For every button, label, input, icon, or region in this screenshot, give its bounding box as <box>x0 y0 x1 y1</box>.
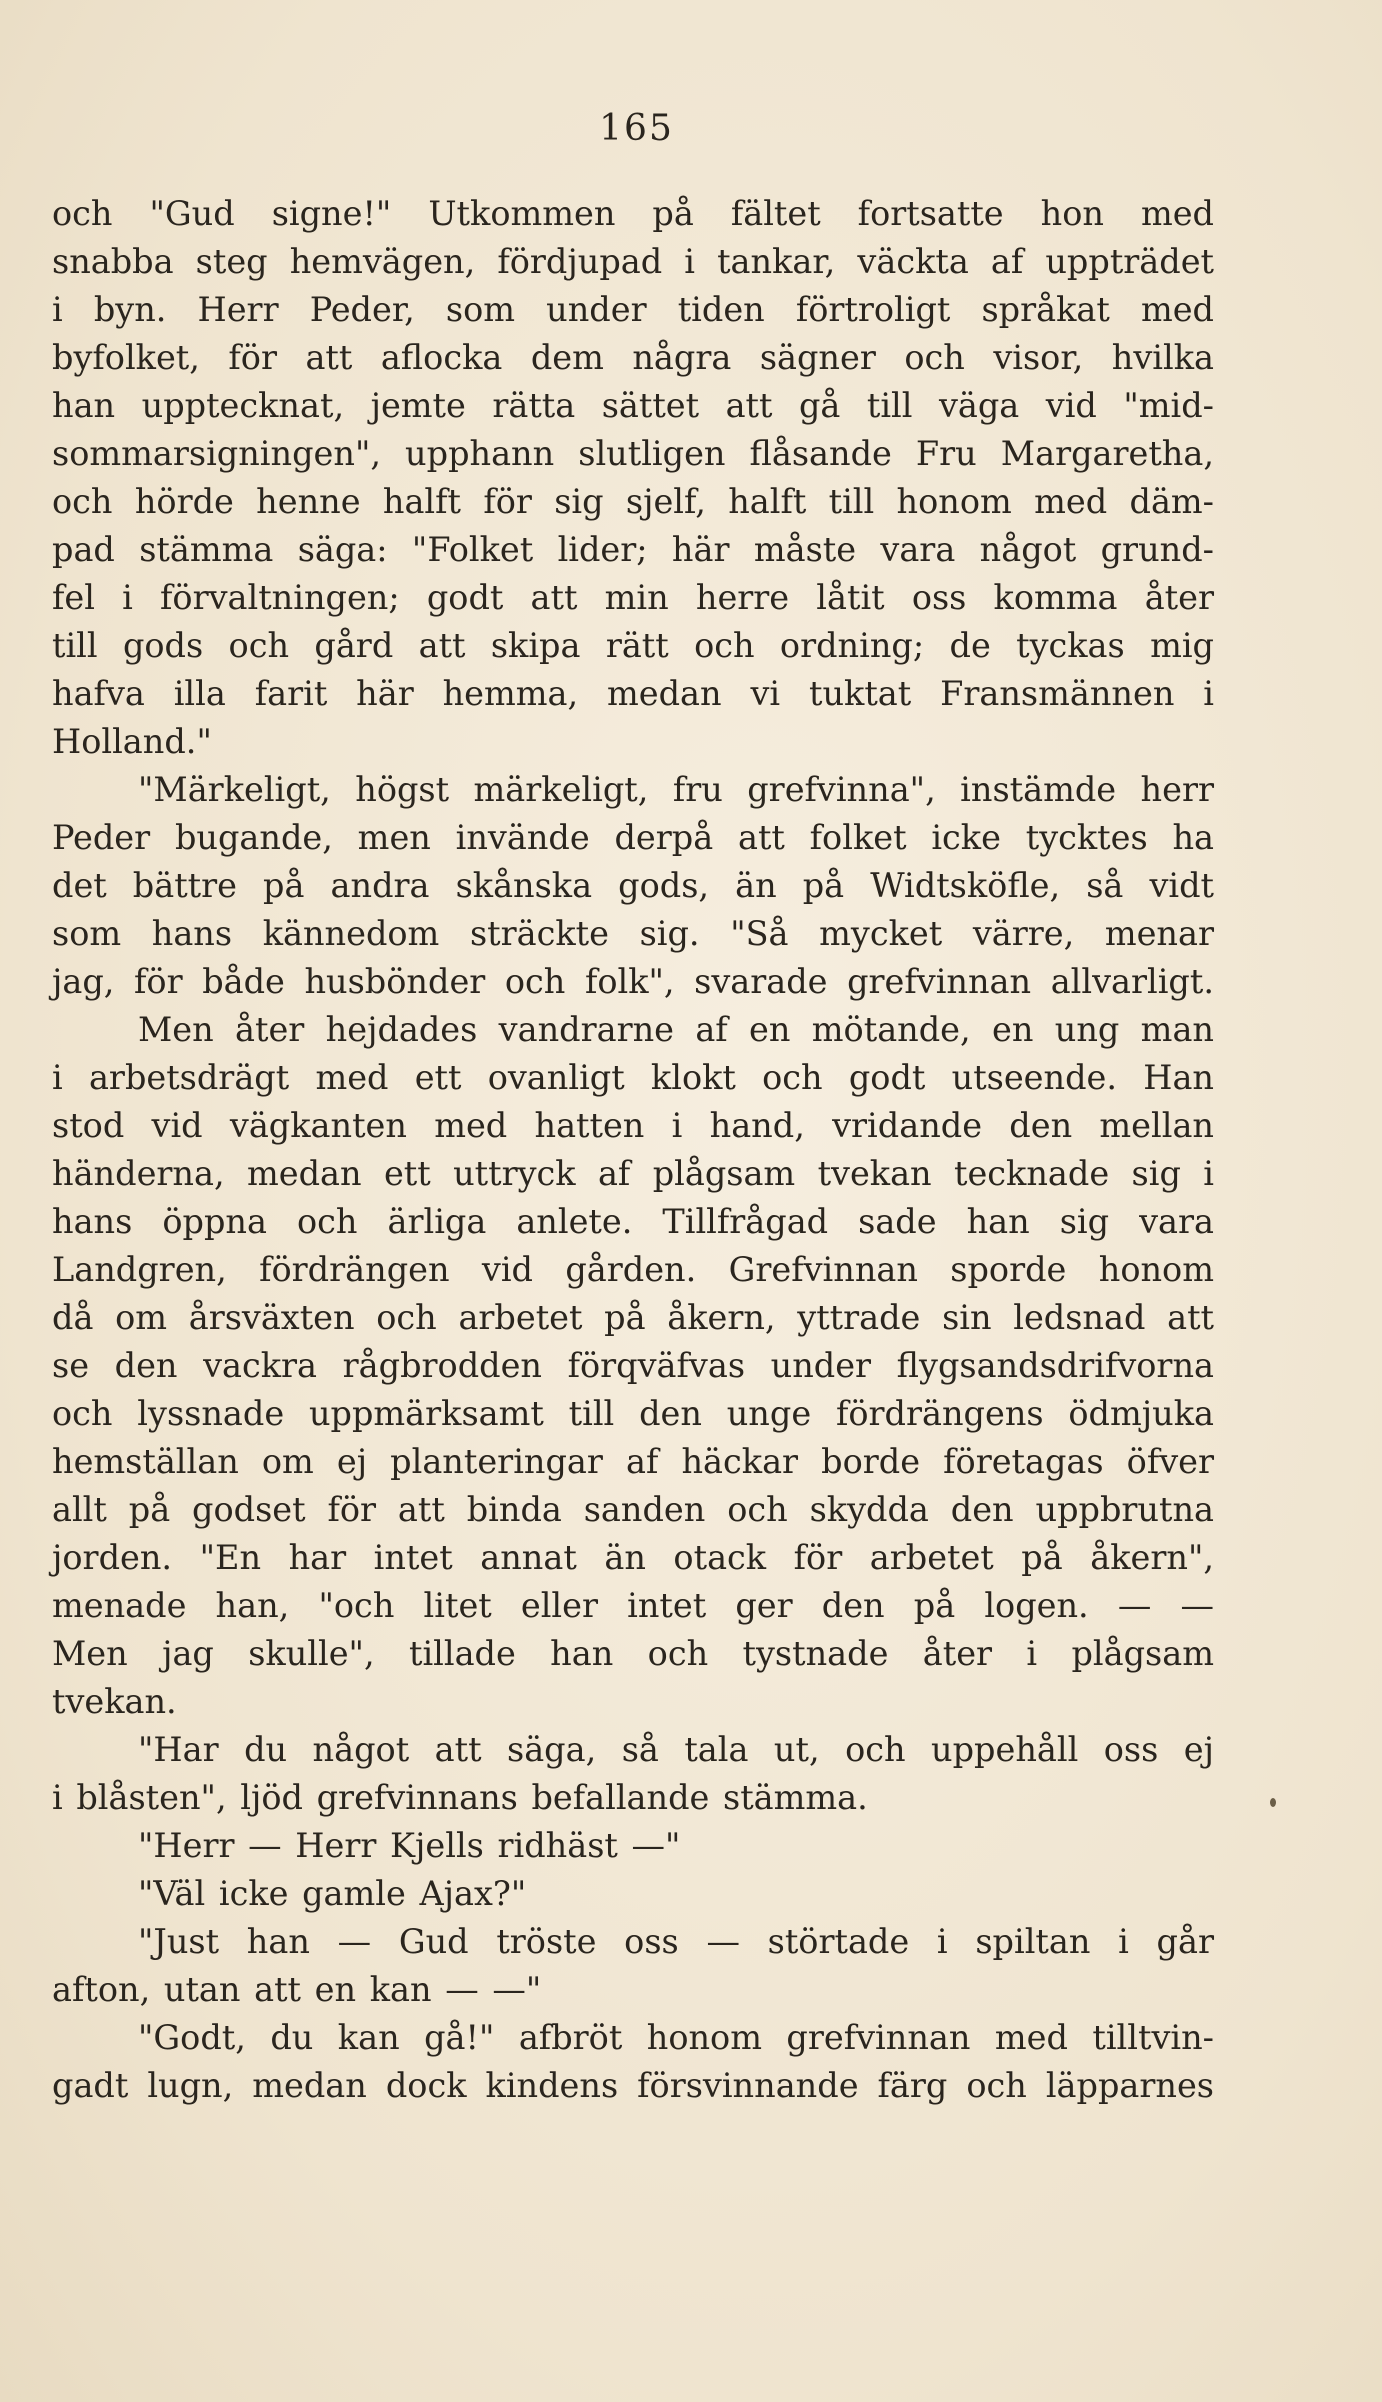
text-line: se den vackra rågbrodden förqväfvas under flygsandsdrifvorna <box>52 1346 1214 1385</box>
text-line: byfolket, för att aflocka dem några sägner och visor, hvilka <box>52 338 1214 377</box>
text-line: Men åter hejdades vandrarne af en mötande, en ung man <box>138 1010 1214 1049</box>
text-line: "Just han — Gud tröste oss — störtade i spiltan i går <box>138 1922 1214 1961</box>
text-line: som hans kännedom sträckte sig. "Så mycket värre, menar <box>52 914 1214 953</box>
text-line: gadt lugn, medan dock kindens försvinnande färg och läpparnes <box>52 2066 1214 2105</box>
text-line: allt på godset för att binda sanden och skydda den uppbrutna <box>52 1490 1214 1529</box>
text-line: till gods och gård att skipa rätt och ordning; de tyckas mig <box>52 626 1214 665</box>
text-line: han upptecknat, jemte rätta sättet att gå till väga vid "mid- <box>52 386 1214 425</box>
page-number: 165 <box>599 108 674 149</box>
text-line: Men jag skulle", tillade han och tystnade åter i plågsam <box>52 1634 1214 1673</box>
text-line: i arbetsdrägt med ett ovanligt klokt och godt utseende. Han <box>52 1058 1214 1097</box>
text-line: fel i förvaltningen; godt att min herre låtit oss komma åter <box>52 578 1214 617</box>
text-line: "Har du något att säga, så tala ut, och uppehåll oss ej <box>138 1730 1214 1769</box>
text-line: hafva illa farit här hemma, medan vi tuktat Fransmännen i <box>52 674 1214 713</box>
text-line: sommarsigningen", upphann slutligen flåsande Fru Margaretha, <box>52 434 1214 473</box>
text-line: Holland." <box>52 722 212 761</box>
text-line: i blåsten", ljöd grefvinnans befallande stämma. <box>52 1778 868 1817</box>
text-line: jorden. "En har intet annat än otack för arbetet på åkern", <box>52 1538 1214 1577</box>
text-line: och hörde henne halft för sig sjelf, halft till honom med däm- <box>52 482 1214 521</box>
text-line: pad stämma säga: "Folket lider; här måste vara något grund- <box>52 530 1214 569</box>
text-line: händerna, medan ett uttryck af plågsam tvekan tecknade sig i <box>52 1154 1214 1193</box>
text-line: och "Gud signe!" Utkommen på fältet fortsatte hon med <box>52 194 1214 233</box>
text-line: stod vid vägkanten med hatten i hand, vridande den mellan <box>52 1106 1214 1145</box>
text-line: det bättre på andra skånska gods, än på Widtsköfle, så vidt <box>52 866 1214 905</box>
text-line: och lyssnade uppmärksamt till den unge fördrängens ödmjuka <box>52 1394 1214 1433</box>
text-line: "Herr — Herr Kjells ridhäst —" <box>138 1826 681 1865</box>
text-line: menade han, "och litet eller intet ger den på logen. — — <box>52 1586 1214 1625</box>
text-line: "Godt, du kan gå!" afbröt honom grefvinnan med tilltvin- <box>138 2018 1214 2057</box>
text-line: Landgren, fördrängen vid gården. Grefvinnan sporde honom <box>52 1250 1214 1289</box>
text-line: Peder bugande, men invände derpå att folket icke tycktes ha <box>52 818 1214 857</box>
text-line: jag, för både husbönder och folk", svarade grefvinnan allvarligt. <box>52 962 1214 1001</box>
text-line: snabba steg hemvägen, fördjupad i tankar, väckta af uppträdet <box>52 242 1214 281</box>
text-line: då om årsväxten och arbetet på åkern, yttrade sin ledsnad att <box>52 1298 1214 1337</box>
text-line: hemställan om ej planteringar af häckar borde företagas öfver <box>52 1442 1214 1481</box>
text-line: "Väl icke gamle Ajax?" <box>138 1874 527 1913</box>
body-text <box>52 190 1214 2110</box>
text-line: tvekan. <box>52 1682 177 1721</box>
text-line: afton, utan att en kan — —" <box>52 1970 542 2009</box>
paper-fleck <box>1270 1798 1276 1807</box>
text-line: i byn. Herr Peder, som under tiden förtroligt språkat med <box>52 290 1214 329</box>
text-line: hans öppna och ärliga anlete. Tillfrågad sade han sig vara <box>52 1202 1214 1241</box>
text-line: "Märkeligt, högst märkeligt, fru grefvinna", instämde herr <box>138 770 1214 809</box>
